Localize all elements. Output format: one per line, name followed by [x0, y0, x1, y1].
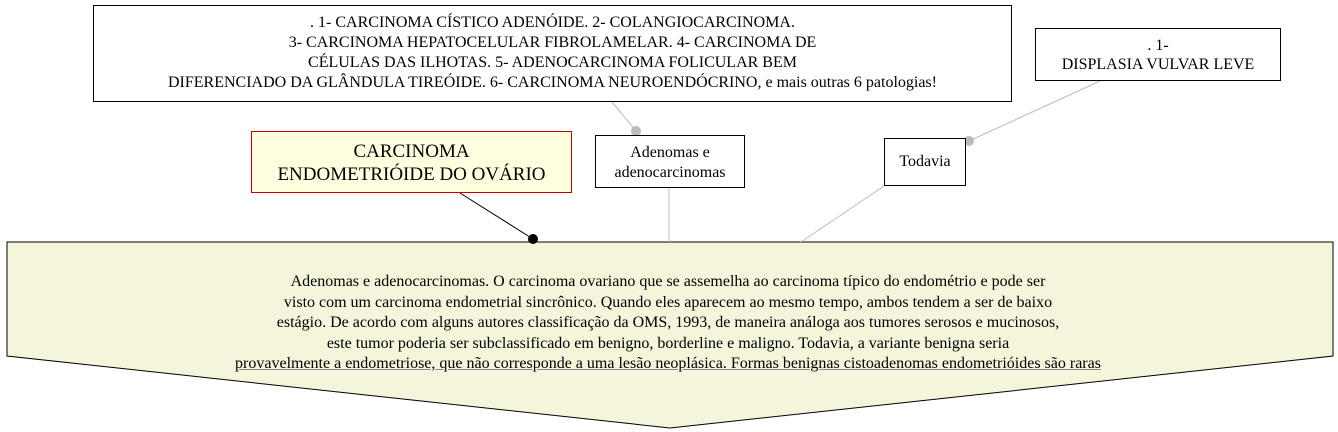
related-pathologies-line: CÉLULAS DAS ILHOTAS. 5- ADENOCARCINOMA FOLICULAR BEM: [308, 54, 797, 71]
keyword-adenomas-box: [595, 135, 745, 188]
diagnosis-title-line: ENDOMETRIÓIDE DO OVÁRIO: [277, 164, 546, 185]
right-box-line: . 1-: [1147, 37, 1169, 54]
description-line: visto com um carcinoma endometrial sincrônico. Quando eles aparecem ao mesmo tempo, ambos tendem a ser de baixo: [283, 293, 1053, 311]
related-pathologies-box: [93, 5, 1012, 102]
description-text: [100, 272, 1236, 375]
keyword-adenomas-line: Adenomas e: [630, 144, 710, 161]
keyword-adenomas-line: adenocarcinomas: [614, 164, 726, 181]
description-line: estágio. De acordo com alguns autores classificação da OMS, 1993, de maneira análoga aos tumores serosos e mucinosos,: [276, 314, 1060, 331]
adenomas-top-connector-line: [612, 102, 636, 131]
related-pathology-right-box: [1035, 28, 1281, 81]
description-line: Adenomas e adenocarcinomas. O carcinoma ovariano que se assemelha ao carcinoma típico do endométrio e pode ser: [290, 273, 1046, 290]
diagnosis-title-line: CARCINOMA: [353, 141, 470, 162]
diagnosis-title-box: [251, 131, 572, 193]
description-line: provavelmente a endometriose, que não corresponde a uma lesão neoplásica. Formas benignas cistoadenomas endometrióides são raras: [235, 355, 1101, 372]
todavia-main-connector-line: [801, 186, 884, 242]
right-box-line: DISPLASIA VULVAR LEVE: [1061, 56, 1255, 73]
related-pathologies-line: 3- CARCINOMA HEPATOCELULAR FIBROLAMELAR. 4- CARCINOMA DE: [288, 34, 817, 51]
title-connector-line: [460, 193, 533, 239]
description-line: este tumor poderia ser subclassificado em benigno, borderline e maligno. Todavia, a variante benigna seria: [326, 334, 1010, 352]
related-pathologies-line: DIFERENCIADO DA GLÂNDULA TIREÓIDE. 6- CARCINOMA NEUROENDÓCRINO, e mais outras 6 patologias!: [168, 74, 937, 91]
keyword-todavia-box: [884, 138, 966, 186]
related-pathologies-line: . 1- CARCINOMA CÍSTICO ADENÓIDE. 2- COLANGIOCARCINOMA.: [310, 14, 795, 31]
title-connector-dot: [528, 234, 538, 244]
keyword-todavia-label: Todavia: [899, 153, 951, 170]
